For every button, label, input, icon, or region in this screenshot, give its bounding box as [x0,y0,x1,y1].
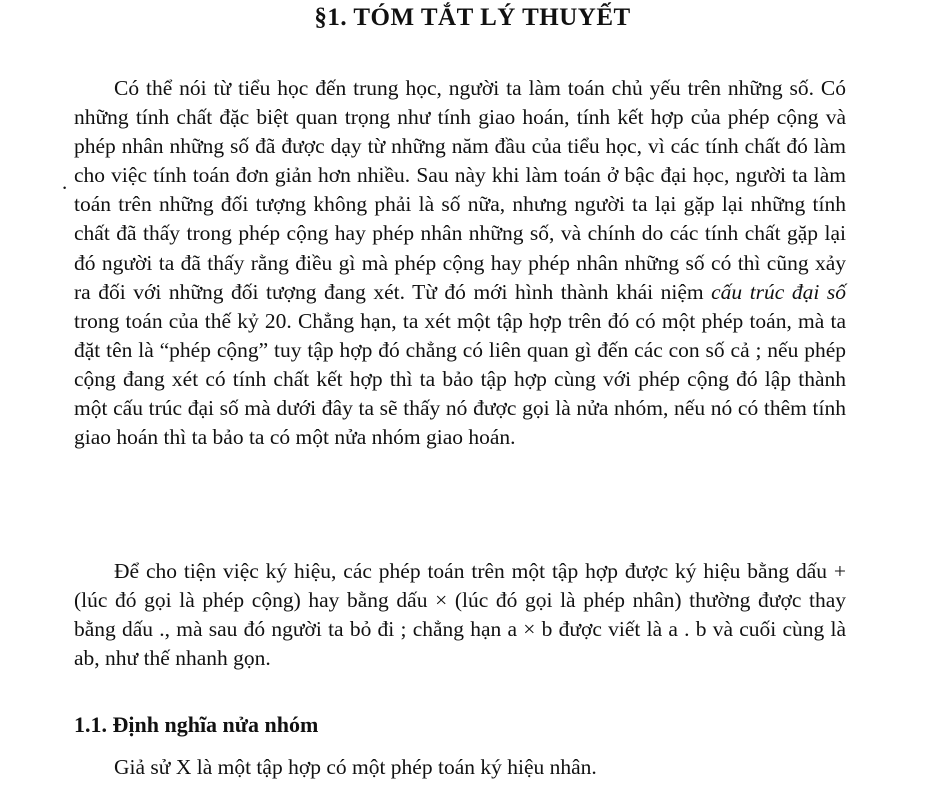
section-text: Giả sử X là một tập hợp có một phép toán ký hiệu nhân. [114,755,597,779]
page-title: §1. TÓM TẮT LÝ THUYẾT [314,4,631,31]
italic-term: cấu trúc đại số [711,279,846,304]
section-heading: 1.1. Định nghĩa nửa nhóm [74,712,319,737]
stray-mark: . [62,170,68,194]
paragraph-intro [74,74,846,452]
paragraph-notation: Để cho tiện việc ký hiệu, các phép toán trên một tập hợp được ký hiệu bằng dấu + (lúc đó gọi là phép cộng) hay bằng dấu × (lúc đó gọi là phép nhân) thường được thay bằng dấu ., mà sau đó người ta bỏ đi ; chẳng hạn a × b được viết là a . b và cuối cùng là ab, như thế nhanh gọn. [74,559,846,671]
paragraph-intro-text-a: Có thể nói từ tiểu học đến trung học, người ta làm toán chủ yếu trên những số. Có những tính chất đặc biệt quan trọng như tính giao hoán, tính kết hợp của phép cộng và phép nhân những số đã được dạy từ những năm đầu của tiểu học, vì các tính chất đó làm cho việc tính toán đơn giản hơn nhiều. Sau này khi làm toán ở bậc đại học, người ta làm toán trên những đối tượng không phải là số nữa, nhưng người ta lại gặp lại những tính chất đã thấy trong phép cộng hay phép nhân những số, và chính do các tính chất gặp lại đó người ta đã thấy rằng điều gì mà phép cộng hay phép nhân những số có thì cũng xảy ra đối với những đối tượng đang xét. Từ đó mới hình thành khái niệm [74,76,846,304]
paragraph-intro-text-b: trong toán của thế kỷ 20. Chẳng hạn, ta xét một tập hợp trên đó có một phép toán, mà ta đặt tên là “phép cộng” tuy tập hợp đó chẳng có liên quan gì đến các con số cả ; nếu phép cộng đang xét có tính chất kết hợp thì ta bảo tập hợp cùng với phép cộng đó lập thành một cấu trúc đại số mà dưới đây ta sẽ thấy nó được gọi là nửa nhóm, nếu nó có thêm tính giao hoán thì ta bảo ta có một nửa nhóm giao hoán. [74,308,846,450]
